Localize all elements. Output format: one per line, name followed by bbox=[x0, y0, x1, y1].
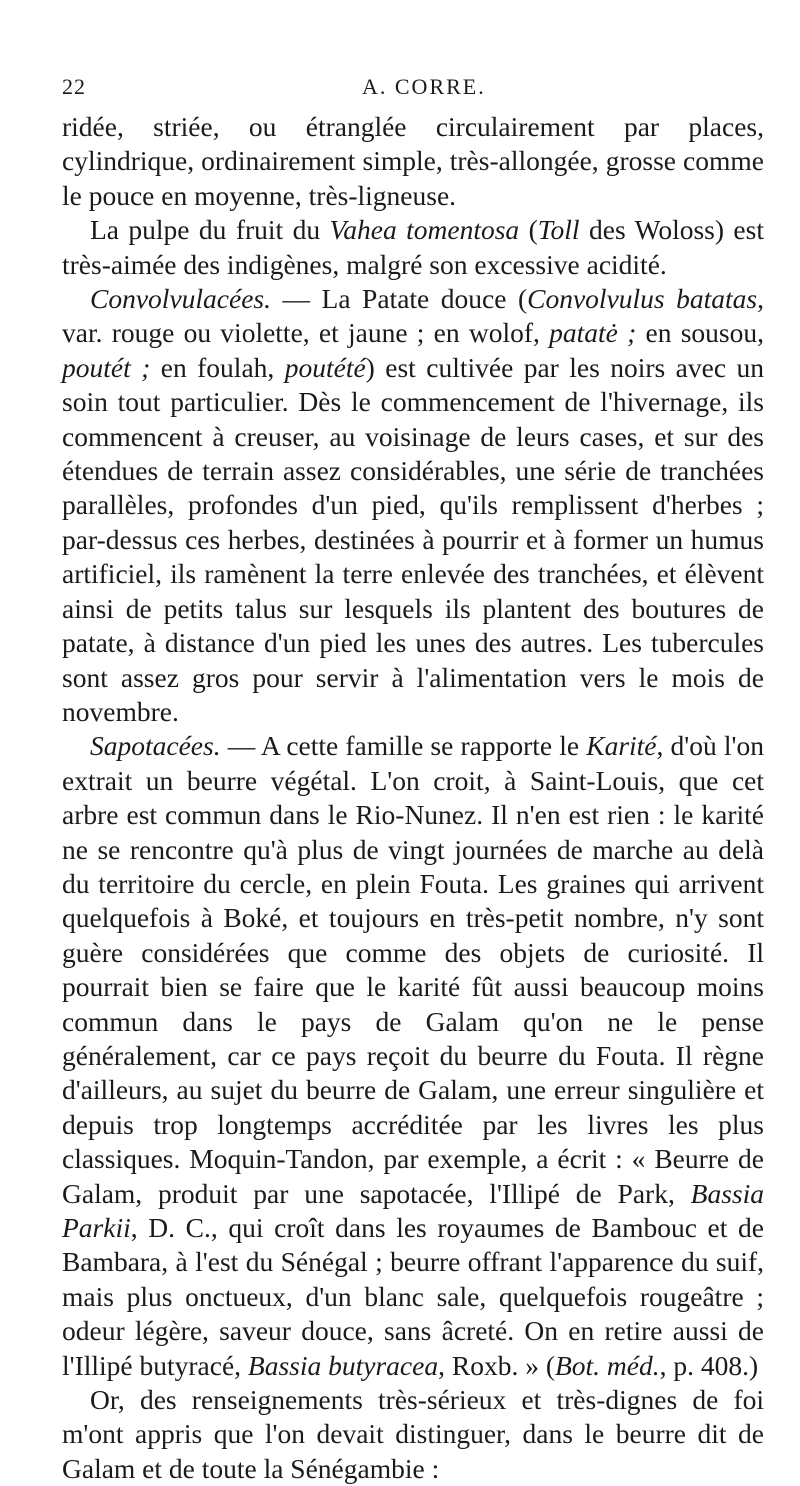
italic-run: patatė ; bbox=[549, 317, 637, 349]
italic-run: Convolvulacées. bbox=[90, 283, 271, 315]
italic-run: Bassia butyracea bbox=[247, 1349, 439, 1381]
paragraph-sapotacees bbox=[62, 729, 764, 1383]
body-text bbox=[62, 110, 764, 1486]
italic-run: Bot. méd. bbox=[554, 1349, 660, 1381]
italic-run: poutét ; bbox=[62, 351, 151, 383]
italic-run: poutété bbox=[284, 351, 366, 383]
italic-run: Sapotacées. bbox=[90, 730, 221, 762]
paragraph-vahea bbox=[62, 213, 764, 282]
paragraph-convolvulacees bbox=[62, 282, 764, 729]
text-run: , var. rouge ou violette, et jaune ; en wolof, bbox=[62, 283, 764, 349]
italic-run: Convolvulus batatas bbox=[527, 283, 758, 315]
italic-run: Vahea tomentosa bbox=[329, 214, 520, 246]
text-run: ( bbox=[519, 214, 538, 246]
text-run: , Roxb. » ( bbox=[438, 1349, 555, 1381]
text-run: en sousou, bbox=[636, 317, 764, 349]
text-run: — La Patate douce ( bbox=[270, 283, 528, 315]
running-head: A. CORRE. bbox=[362, 74, 486, 99]
paragraph-continuation bbox=[62, 110, 764, 213]
text-run: , p. 408.) bbox=[659, 1349, 759, 1381]
page-number: 22 bbox=[62, 74, 86, 99]
text-run: ) est cultivée par les noirs avec un soin tout particulier. Dès le commencement de l'hivernage, ils commencent à creuser, au voisinage de leurs cases, et sur des étendues de terrain assez considérables, une série de tranchées parallèles, profondes d'un pied, qu'ils remplissent d'herbes ; par-dessus ces herbes, destinées à pourrir et à former un humus artificiel, ils ramènent la terre enlevée des tranchées, et élèvent ainsi de petits talus sur lesquels ils plantent des boutures de patate, à distance d'un pied les unes des autres. Les tubercules sont assez gros pour servir à l'alimentation vers le mois de novembre. bbox=[62, 351, 764, 727]
page-header bbox=[62, 74, 742, 104]
text-run: en foulah, bbox=[150, 351, 285, 383]
text-run: — A cette famille se rapporte le bbox=[220, 730, 587, 762]
text-run: , D. C., qui croît dans les royaumes de Bambouc et de Bambara, à l'est du Sénégal ; beurre offrant l'apparence du suif, mais plus onctueux, d'un blanc sale, quelquefois rougeâtre ; odeur légère, saveur douce, sans âcreté. On en retire aussi de l'Illipé butyracé, bbox=[62, 1212, 764, 1381]
italic-run: Bassia Parkii bbox=[62, 1177, 764, 1243]
text-run: ridée, striée, ou étranglée circulairement par places, cylindrique, ordinairement simple, très-allongée, grosse comme le pouce en moyenne, très-ligneuse. bbox=[62, 111, 764, 211]
text-run: Or, des renseignements très-sérieux et très-dignes de foi m'ont appris que l'on devait distinguer, dans le beurre dit de Galam et de toute la Sénégambie : bbox=[62, 1384, 764, 1484]
text-run: La pulpe du fruit du bbox=[90, 214, 330, 246]
italic-run: Karité bbox=[586, 730, 657, 762]
text-run: , d'où l'on extrait un beurre végétal. L'on croit, à Saint-Louis, que cet arbre est commun dans le Rio-Nunez. Il n'en est rien : le karité ne se rencontre qu'à plus de vingt journées de marche au delà du territoire du cercle, en plein Fouta. Les graines qui arrivent quelquefois à Boké, et toujours en très-petit nombre, n'y sont guère considérées que comme des objets de curiosité. Il pourrait bien se faire que le karité fût aussi beaucoup moins commun dans le pays de Galam qu'on ne le pense généralement, car ce pays reçoit du beurre du Fouta. Il règne d'ailleurs, au sujet du beurre de Galam, une erreur singulière et depuis trop longtemps accréditée par les livres les plus classiques. Moquin-Tandon, par exemple, a écrit : « Beurre de Galam, produit par une sapotacée, l'Illipé de Park, bbox=[62, 730, 764, 1209]
text-run: des Woloss) est très-aimée des indigènes, malgré son excessive acidité. bbox=[62, 214, 764, 280]
italic-run: Toll bbox=[537, 214, 580, 246]
paragraph-beurre-galam bbox=[62, 1383, 764, 1486]
